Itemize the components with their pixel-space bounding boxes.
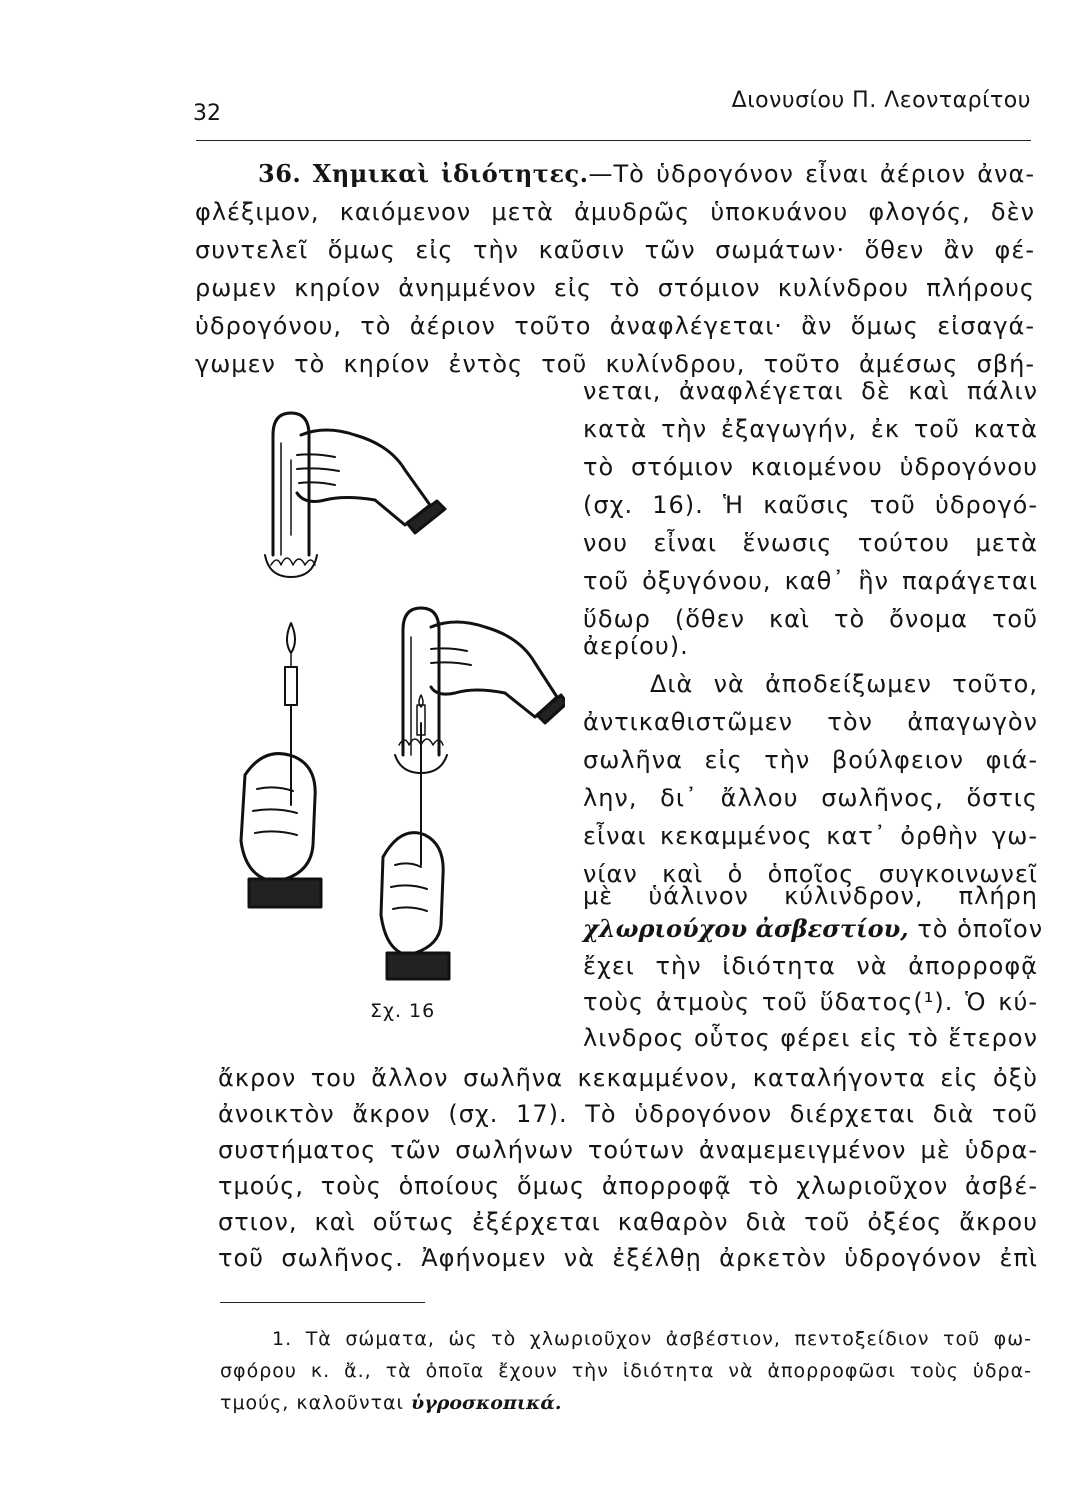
text-line: συστήματος τῶν σωλήνων τούτων ἀναμεμειγμένον μὲ ὑδρα- — [218, 1136, 1038, 1164]
candle-inside — [417, 695, 425, 865]
text-line: σωλῆνα εἰς τὴν βούλφειον φιά- — [583, 746, 1038, 774]
footnote-line: τμούς, καλοῦνται ὑγροσκοπικά. — [220, 1392, 562, 1414]
text-line: νεται, ἀναφλέγεται δὲ καὶ πάλιν — [583, 377, 1038, 405]
text-line: μὲ ὑάλινον κύλινδρον, πλήρη — [583, 882, 1038, 910]
text-line: λινδρος οὗτος φέρει εἰς τὸ ἕτερον — [583, 1024, 1038, 1052]
left-hand-icon — [241, 754, 321, 907]
text-line: ρωμεν κηρίον ἀνημμένον εἰς τὸ στόμιον κυλίνδρου πλήρους — [195, 274, 1035, 302]
text-line: τοῦ σωλῆνος. Ἀφήνομεν νὰ ἐξέλθῃ ἀρκετὸν ὑδρογόνον ἐπὶ — [218, 1244, 1038, 1272]
figure-caption: Σχ. 16 — [370, 1000, 436, 1022]
text-line: ἀντικαθιστῶμεν τὸν ἀπαγωγὸν — [583, 708, 1038, 736]
text-line: τοὺς ἀτμοὺς τοῦ ὕδατος(¹). Ὁ κύ- — [583, 988, 1038, 1016]
text-line: 36. Χημικαὶ ἰδιότητες.—Τὸ ὑδρογόνον εἶναι ἀέριον ἀνα- — [258, 159, 1035, 188]
text-line: (σχ. 16). Ἡ καῦσις τοῦ ὑδρογό- — [583, 491, 1038, 519]
burning-candle — [285, 623, 297, 805]
header-rule — [196, 140, 1031, 141]
text-line: στιον, καὶ οὕτως ἐξέρχεται καθαρὸν διὰ τοῦ ὀξέος ἄκρου — [218, 1208, 1038, 1236]
text-line: κατὰ τὴν ἐξαγωγήν, ἐκ τοῦ κατὰ — [583, 415, 1038, 443]
text-line: συντελεῖ ὅμως εἰς τὴν καῦσιν τῶν σωμάτων· ὅθεν ἂν φέ- — [195, 236, 1035, 264]
footnote-line: σφόρου κ. ἄ., τὰ ὁποῖα ἔχουν τὴν ἰδιότητα νὰ ἀπορροφῶσι τοὺς ὑδρα- — [220, 1360, 1032, 1382]
text-line: τοῦ ὀξυγόνου, καθ᾽ ἣν παράγεται — [583, 567, 1038, 595]
text-line: ἀερίου). — [583, 632, 689, 660]
emphasized-term: χλωριούχου ἀσβεστίου, — [583, 914, 909, 943]
text-line: γωμεν τὸ κηρίον ἐντὸς τοῦ κυλίνδρου, τοῦτο ἀμέσως σβή- — [195, 350, 1035, 378]
upper-cylinder — [265, 413, 317, 577]
text-line: νίαν καὶ ὁ ὁποῖος συγκοινωνεῖ — [583, 860, 1038, 888]
text-line: ἔχει τὴν ἰδιότητα νὰ ἀπορροφᾷ — [583, 952, 1038, 980]
text-line: ἀνοικτὸν ἄκρον (σχ. 17). Τὸ ὑδρογόνον διέρχεται διὰ τοῦ — [218, 1100, 1038, 1128]
text-line: τμούς, τοὺς ὁποίους ὅμως ἀπορροφᾷ τὸ χλωριοῦχον ἀσβέ- — [218, 1172, 1038, 1200]
text-line: ὑδρογόνου, τὸ ἀέριον τοῦτο ἀναφλέγεται· ἂν ὅμως εἰσαγά- — [195, 312, 1035, 340]
text-line: Διὰ νὰ ἀποδείξωμεν τοῦτο, — [650, 670, 1038, 698]
running-title: Διονυσίου Π. Λεονταρίτου — [731, 88, 1031, 113]
footnote-rule — [220, 1302, 425, 1303]
text-line: χλωριούχου ἀσβεστίου, τὸ ὁποῖον — [583, 914, 1044, 943]
text-line: εἶναι κεκαμμένος κατ᾽ ὀρθὴν γω- — [583, 822, 1038, 850]
text-line: τὸ στόμιον καιομένου ὑδρογόνου — [583, 453, 1038, 481]
lower-hand-bottom-icon — [381, 833, 449, 979]
hydrogen-cylinder-figure — [205, 405, 565, 1025]
text-line: λην, δι᾽ ἄλλου σωλῆνος, ὅστις — [583, 784, 1038, 812]
text-line: ἄκρον του ἄλλον σωλῆνα κεκαμμένον, καταλήγοντα εἰς ὀξὺ — [218, 1064, 1038, 1092]
upper-hand-icon — [297, 430, 445, 533]
footnote-term: ὑγροσκοπικά. — [411, 1392, 562, 1414]
page-number: 32 — [193, 101, 221, 126]
lower-hand-top-icon — [431, 622, 565, 723]
footnote-line: 1. Τὰ σώματα, ὡς τὸ χλωριοῦχον ἀσβέστιον, πεντοξείδιον τοῦ φω- — [272, 1328, 1032, 1350]
section-heading: 36. Χημικαὶ ἰδιότητες. — [258, 159, 589, 188]
text-line: ὕδωρ (ὅθεν καὶ τὸ ὄνομα τοῦ — [583, 605, 1038, 633]
text-line: νου εἶναι ἕνωσις τούτου μετὰ — [583, 529, 1038, 557]
text-line: φλέξιμον, καιόμενον μετὰ ἀμυδρῶς ὑποκυάνου φλογός, δὲν — [195, 198, 1035, 226]
